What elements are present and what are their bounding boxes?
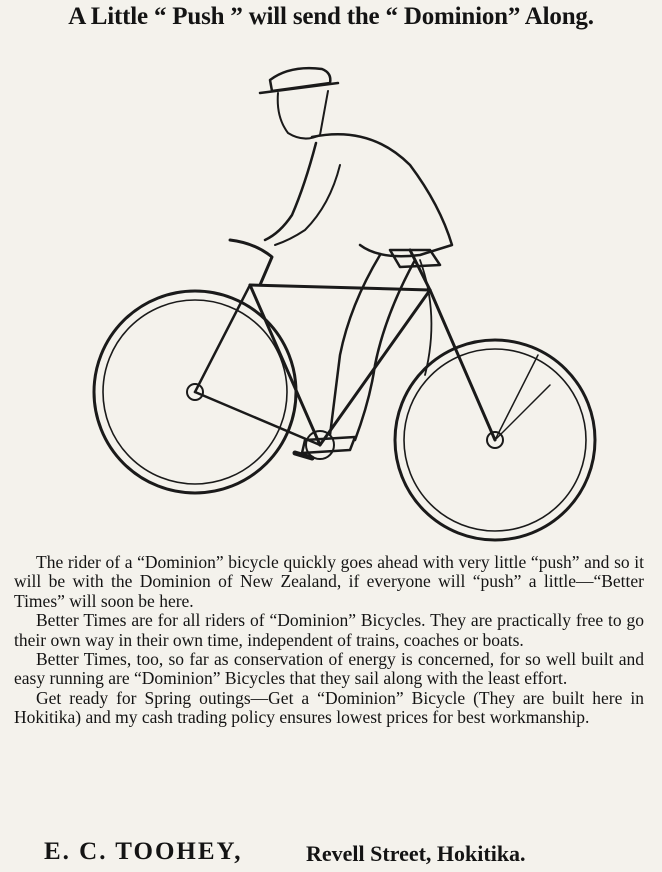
advertiser-address: Revell Street, Hokitika. — [306, 841, 526, 866]
headline: A Little “ Push ” will send the “ Dominion” Along. — [68, 3, 594, 30]
paragraph: The rider of a “Dominion” bicycle quickly goes ahead with very little “push” and so it will be with the Dominion of New Zealand, if everyone will “push” a little—“Better Times” will soon be here. — [14, 552, 644, 611]
advertiser-footer — [0, 838, 662, 870]
body-text — [14, 553, 644, 728]
paragraph: Get ready for Spring outings—Get a “Dominion” Bicycle (They are built here in Hokitika) and my cash trading policy ensures lowest prices for best workmanship. — [14, 687, 644, 728]
paragraph: Better Times are for all riders of “Dominion” Bicycles. They are practically free to go their own way in their own time, independent of trains, coaches or boats. — [14, 610, 644, 650]
paragraph: Better Times, too, so far as conservation of energy is concerned, for so well built and easy running are “Dominion” Bicycles that they sail along with the least effort. — [14, 649, 644, 689]
advertiser-name: E. C. TOOHEY, — [44, 838, 243, 865]
cyclist-illustration — [80, 55, 620, 545]
